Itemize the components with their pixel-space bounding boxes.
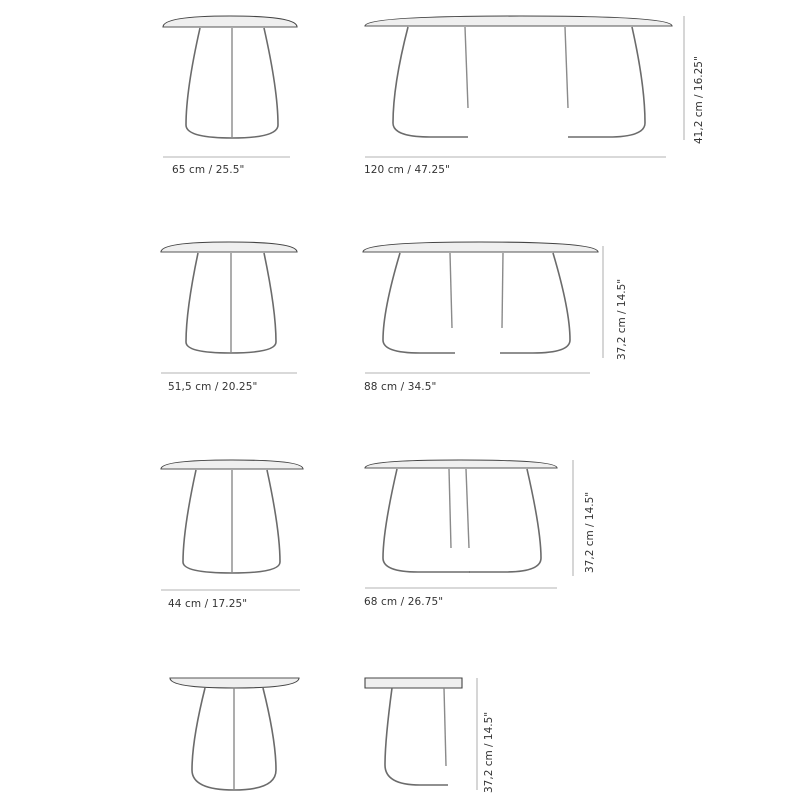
row3-large-width: 68 cm / 26.75" <box>364 596 444 608</box>
row2-height: 37,2 cm / 14.5" <box>616 278 628 360</box>
row4-small-table <box>170 678 299 790</box>
row3-height: 37,2 cm / 14.5" <box>584 491 596 573</box>
row4-large-table <box>365 678 477 790</box>
row3-small-width: 44 cm / 17.25" <box>168 598 248 610</box>
row1-height: 41,2 cm / 16.25" <box>693 56 705 144</box>
row3-large-table <box>365 460 573 588</box>
row3-small-table <box>161 460 303 590</box>
row2-small-width: 51,5 cm / 20.25" <box>168 381 258 393</box>
row4-height: 37,2 cm / 14.5" <box>483 711 495 793</box>
row1-large-width: 120 cm / 47.25" <box>364 164 450 176</box>
row2-small-table <box>161 242 297 373</box>
row1-small-table <box>163 16 297 157</box>
row1-small-width: 65 cm / 25.5" <box>172 164 245 176</box>
row2-large-table <box>363 242 603 373</box>
row2-large-width: 88 cm / 34.5" <box>364 381 437 393</box>
row1-large-table <box>365 16 684 157</box>
